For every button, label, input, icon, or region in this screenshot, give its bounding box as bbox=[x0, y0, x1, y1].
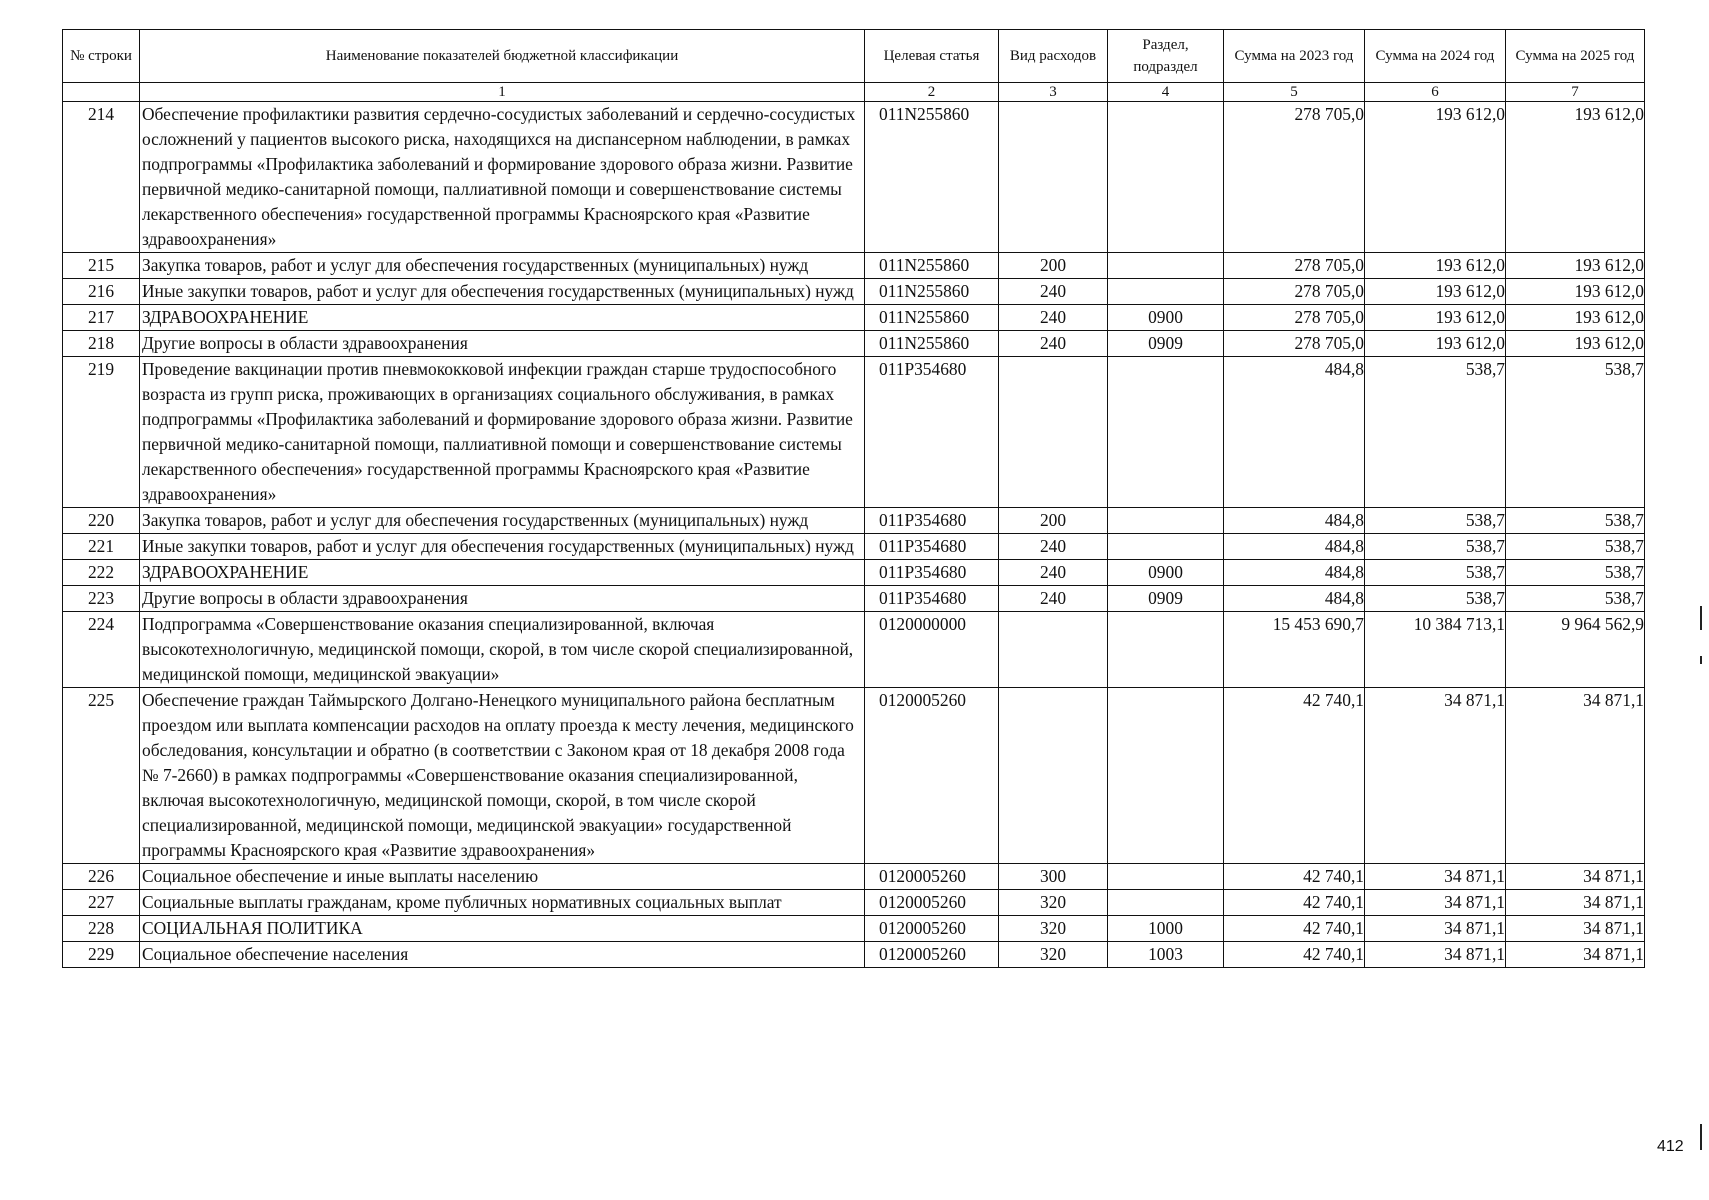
table-row bbox=[63, 508, 1645, 534]
header-indicator-name: Наименование показателей бюджетной классификации bbox=[140, 30, 865, 83]
section-code bbox=[1108, 102, 1224, 253]
target-article: 0120005260 bbox=[865, 916, 999, 942]
section-code bbox=[1108, 279, 1224, 305]
target-article: 011P354680 bbox=[865, 357, 999, 508]
sum-2024: 10 384 713,1 bbox=[1365, 612, 1506, 688]
indicator-name: Закупка товаров, работ и услуг для обеспечения государственных (муниципальных) нужд bbox=[140, 508, 865, 534]
row-number: 220 bbox=[63, 508, 140, 534]
sum-2023: 42 740,1 bbox=[1224, 688, 1365, 864]
sum-2024: 193 612,0 bbox=[1365, 305, 1506, 331]
indicator-name: ЗДРАВООХРАНЕНИЕ bbox=[140, 560, 865, 586]
table-row bbox=[63, 864, 1645, 890]
column-number bbox=[63, 83, 140, 102]
sum-2024: 193 612,0 bbox=[1365, 279, 1506, 305]
sum-2025: 193 612,0 bbox=[1506, 102, 1645, 253]
header-sum-2025: Сумма на 2025 год bbox=[1506, 30, 1645, 83]
expense-type bbox=[999, 102, 1108, 253]
target-article: 011N255860 bbox=[865, 102, 999, 253]
table-body bbox=[63, 102, 1645, 968]
table-row bbox=[63, 331, 1645, 357]
table-row bbox=[63, 916, 1645, 942]
sum-2023: 278 705,0 bbox=[1224, 102, 1365, 253]
row-number: 217 bbox=[63, 305, 140, 331]
sum-2025: 34 871,1 bbox=[1506, 864, 1645, 890]
scan-edge-mark bbox=[1700, 606, 1702, 630]
sum-2024: 34 871,1 bbox=[1365, 942, 1506, 968]
indicator-name: СОЦИАЛЬНАЯ ПОЛИТИКА bbox=[140, 916, 865, 942]
column-number: 3 bbox=[999, 83, 1108, 102]
section-code bbox=[1108, 688, 1224, 864]
expense-type: 240 bbox=[999, 331, 1108, 357]
sum-2025: 538,7 bbox=[1506, 586, 1645, 612]
column-number: 6 bbox=[1365, 83, 1506, 102]
table-row bbox=[63, 942, 1645, 968]
indicator-name: Другие вопросы в области здравоохранения bbox=[140, 586, 865, 612]
indicator-name: Другие вопросы в области здравоохранения bbox=[140, 331, 865, 357]
expense-type: 240 bbox=[999, 534, 1108, 560]
table-row bbox=[63, 357, 1645, 508]
indicator-name: Обеспечение граждан Таймырского Долгано-Ненецкого муниципального района бесплатным проездом или выплата компенсации расходов на оплату проезда к месту лечения, медицинского обследования, консультации и обратно (в соответствии с Законом края от 18 декабря 2008 года № 7-2660) в рамках подпрограммы «Совершенствование оказания специализированной, включая высокотехнологичную, медицинской помощи, скорой, в том числе скорой специализированной, медицинской помощи, медицинской эвакуации» государственной программы Красноярского края «Развитие здравоохранения» bbox=[140, 688, 865, 864]
page-number: 412 bbox=[1657, 1138, 1684, 1155]
row-number: 229 bbox=[63, 942, 140, 968]
expense-type: 320 bbox=[999, 916, 1108, 942]
sum-2025: 193 612,0 bbox=[1506, 305, 1645, 331]
target-article: 011P354680 bbox=[865, 560, 999, 586]
sum-2025: 193 612,0 bbox=[1506, 279, 1645, 305]
sum-2023: 484,8 bbox=[1224, 586, 1365, 612]
sum-2024: 193 612,0 bbox=[1365, 253, 1506, 279]
target-article: 011N255860 bbox=[865, 279, 999, 305]
row-number: 224 bbox=[63, 612, 140, 688]
sum-2023: 42 740,1 bbox=[1224, 890, 1365, 916]
row-number: 222 bbox=[63, 560, 140, 586]
table-row bbox=[63, 534, 1645, 560]
sum-2024: 538,7 bbox=[1365, 560, 1506, 586]
sum-2023: 278 705,0 bbox=[1224, 279, 1365, 305]
table-row bbox=[63, 586, 1645, 612]
expense-type: 240 bbox=[999, 305, 1108, 331]
table-row bbox=[63, 560, 1645, 586]
column-number: 4 bbox=[1108, 83, 1224, 102]
indicator-name: Обеспечение профилактики развития сердечно-сосудистых заболеваний и сердечно-сосудистых осложнений у пациентов высокого риска, находящихся на диспансерном наблюдении, в рамках подпрограммы «Профилактика заболеваний и формирование здорового образа жизни. Развитие первичной медико-санитарной помощи, паллиативной помощи и совершенствование системы лекарственного обеспечения» государственной программы Красноярского края «Развитие здравоохранения» bbox=[140, 102, 865, 253]
target-article: 0120005260 bbox=[865, 890, 999, 916]
target-article: 0120005260 bbox=[865, 942, 999, 968]
target-article: 011P354680 bbox=[865, 586, 999, 612]
budget-table-sheet bbox=[62, 29, 1644, 968]
scan-edge-mark bbox=[1700, 1124, 1702, 1150]
section-code: 0900 bbox=[1108, 560, 1224, 586]
sum-2025: 34 871,1 bbox=[1506, 942, 1645, 968]
sum-2025: 538,7 bbox=[1506, 560, 1645, 586]
section-code bbox=[1108, 357, 1224, 508]
expense-type: 300 bbox=[999, 864, 1108, 890]
expense-type: 240 bbox=[999, 560, 1108, 586]
row-number: 216 bbox=[63, 279, 140, 305]
expense-type bbox=[999, 688, 1108, 864]
target-article: 0120005260 bbox=[865, 864, 999, 890]
indicator-name: Подпрограмма «Совершенствование оказания специализированной, включая высокотехнологичную, медицинской помощи, скорой, в том числе скорой специализированной, медицинской помощи, медицинской эвакуации» bbox=[140, 612, 865, 688]
sum-2025: 538,7 bbox=[1506, 534, 1645, 560]
row-number: 223 bbox=[63, 586, 140, 612]
section-code bbox=[1108, 864, 1224, 890]
target-article: 011N255860 bbox=[865, 305, 999, 331]
target-article: 0120005260 bbox=[865, 688, 999, 864]
sum-2025: 34 871,1 bbox=[1506, 916, 1645, 942]
sum-2024: 538,7 bbox=[1365, 586, 1506, 612]
column-number: 7 bbox=[1506, 83, 1645, 102]
expense-type bbox=[999, 357, 1108, 508]
target-article: 011N255860 bbox=[865, 253, 999, 279]
expense-type: 200 bbox=[999, 508, 1108, 534]
sum-2024: 34 871,1 bbox=[1365, 688, 1506, 864]
column-number: 1 bbox=[140, 83, 865, 102]
column-number: 2 bbox=[865, 83, 999, 102]
sum-2025: 193 612,0 bbox=[1506, 253, 1645, 279]
sum-2024: 34 871,1 bbox=[1365, 864, 1506, 890]
section-code: 0909 bbox=[1108, 331, 1224, 357]
sum-2023: 15 453 690,7 bbox=[1224, 612, 1365, 688]
indicator-name: Социальное обеспечение и иные выплаты населению bbox=[140, 864, 865, 890]
sum-2024: 193 612,0 bbox=[1365, 331, 1506, 357]
indicator-name: Проведение вакцинации против пневмококковой инфекции граждан старше трудоспособного возраста из групп риска, проживающих в организациях социального обслуживания, в рамках подпрограммы «Профилактика заболеваний и формирование здорового образа жизни. Развитие первичной медико-санитарной помощи, паллиативной помощи и совершенствование системы лекарственного обеспечения» государственной программы Красноярского края «Развитие здравоохранения» bbox=[140, 357, 865, 508]
sum-2023: 42 740,1 bbox=[1224, 864, 1365, 890]
table-row bbox=[63, 102, 1645, 253]
sum-2024: 538,7 bbox=[1365, 508, 1506, 534]
sum-2024: 34 871,1 bbox=[1365, 916, 1506, 942]
header-sum-2024: Сумма на 2024 год bbox=[1365, 30, 1506, 83]
table-row bbox=[63, 890, 1645, 916]
table-row bbox=[63, 279, 1645, 305]
column-number: 5 bbox=[1224, 83, 1365, 102]
expense-type: 320 bbox=[999, 942, 1108, 968]
expense-type: 240 bbox=[999, 586, 1108, 612]
sum-2023: 484,8 bbox=[1224, 560, 1365, 586]
row-number: 218 bbox=[63, 331, 140, 357]
sum-2023: 484,8 bbox=[1224, 357, 1365, 508]
table-row bbox=[63, 305, 1645, 331]
row-number: 219 bbox=[63, 357, 140, 508]
section-code: 0900 bbox=[1108, 305, 1224, 331]
sum-2025: 538,7 bbox=[1506, 508, 1645, 534]
indicator-name: Иные закупки товаров, работ и услуг для обеспечения государственных (муниципальных) нужд bbox=[140, 534, 865, 560]
row-number: 227 bbox=[63, 890, 140, 916]
indicator-name: Иные закупки товаров, работ и услуг для обеспечения государственных (муниципальных) нужд bbox=[140, 279, 865, 305]
table-row bbox=[63, 253, 1645, 279]
sum-2023: 484,8 bbox=[1224, 534, 1365, 560]
column-number-row bbox=[63, 83, 1645, 102]
expense-type: 320 bbox=[999, 890, 1108, 916]
section-code bbox=[1108, 253, 1224, 279]
target-article: 011N255860 bbox=[865, 331, 999, 357]
section-code: 1000 bbox=[1108, 916, 1224, 942]
section-code bbox=[1108, 612, 1224, 688]
section-code bbox=[1108, 508, 1224, 534]
header-row bbox=[63, 30, 1645, 83]
header-section: Раздел, подраздел bbox=[1108, 30, 1224, 83]
sum-2023: 42 740,1 bbox=[1224, 916, 1365, 942]
row-number: 214 bbox=[63, 102, 140, 253]
target-article: 0120000000 bbox=[865, 612, 999, 688]
indicator-name: Закупка товаров, работ и услуг для обеспечения государственных (муниципальных) нужд bbox=[140, 253, 865, 279]
sum-2025: 538,7 bbox=[1506, 357, 1645, 508]
expense-type: 240 bbox=[999, 279, 1108, 305]
row-number: 221 bbox=[63, 534, 140, 560]
header-row-number: № строки bbox=[63, 30, 140, 83]
indicator-name: Социальные выплаты гражданам, кроме публичных нормативных социальных выплат bbox=[140, 890, 865, 916]
indicator-name: Социальное обеспечение населения bbox=[140, 942, 865, 968]
sum-2024: 538,7 bbox=[1365, 534, 1506, 560]
row-number: 225 bbox=[63, 688, 140, 864]
sum-2024: 34 871,1 bbox=[1365, 890, 1506, 916]
sum-2025: 34 871,1 bbox=[1506, 688, 1645, 864]
target-article: 011P354680 bbox=[865, 534, 999, 560]
indicator-name: ЗДРАВООХРАНЕНИЕ bbox=[140, 305, 865, 331]
section-code bbox=[1108, 890, 1224, 916]
target-article: 011P354680 bbox=[865, 508, 999, 534]
scan-edge-mark bbox=[1700, 656, 1702, 664]
sum-2023: 42 740,1 bbox=[1224, 942, 1365, 968]
sum-2023: 278 705,0 bbox=[1224, 331, 1365, 357]
sum-2024: 538,7 bbox=[1365, 357, 1506, 508]
table-row bbox=[63, 688, 1645, 864]
header-target-article: Целевая статья bbox=[865, 30, 999, 83]
header-expense-type: Вид расходов bbox=[999, 30, 1108, 83]
sum-2025: 193 612,0 bbox=[1506, 331, 1645, 357]
budget-table bbox=[62, 29, 1645, 968]
expense-type bbox=[999, 612, 1108, 688]
section-code: 0909 bbox=[1108, 586, 1224, 612]
table-row bbox=[63, 612, 1645, 688]
sum-2023: 278 705,0 bbox=[1224, 253, 1365, 279]
sum-2023: 278 705,0 bbox=[1224, 305, 1365, 331]
row-number: 226 bbox=[63, 864, 140, 890]
section-code: 1003 bbox=[1108, 942, 1224, 968]
header-sum-2023: Сумма на 2023 год bbox=[1224, 30, 1365, 83]
row-number: 215 bbox=[63, 253, 140, 279]
expense-type: 200 bbox=[999, 253, 1108, 279]
sum-2023: 484,8 bbox=[1224, 508, 1365, 534]
sum-2025: 9 964 562,9 bbox=[1506, 612, 1645, 688]
sum-2024: 193 612,0 bbox=[1365, 102, 1506, 253]
row-number: 228 bbox=[63, 916, 140, 942]
section-code bbox=[1108, 534, 1224, 560]
sum-2025: 34 871,1 bbox=[1506, 890, 1645, 916]
